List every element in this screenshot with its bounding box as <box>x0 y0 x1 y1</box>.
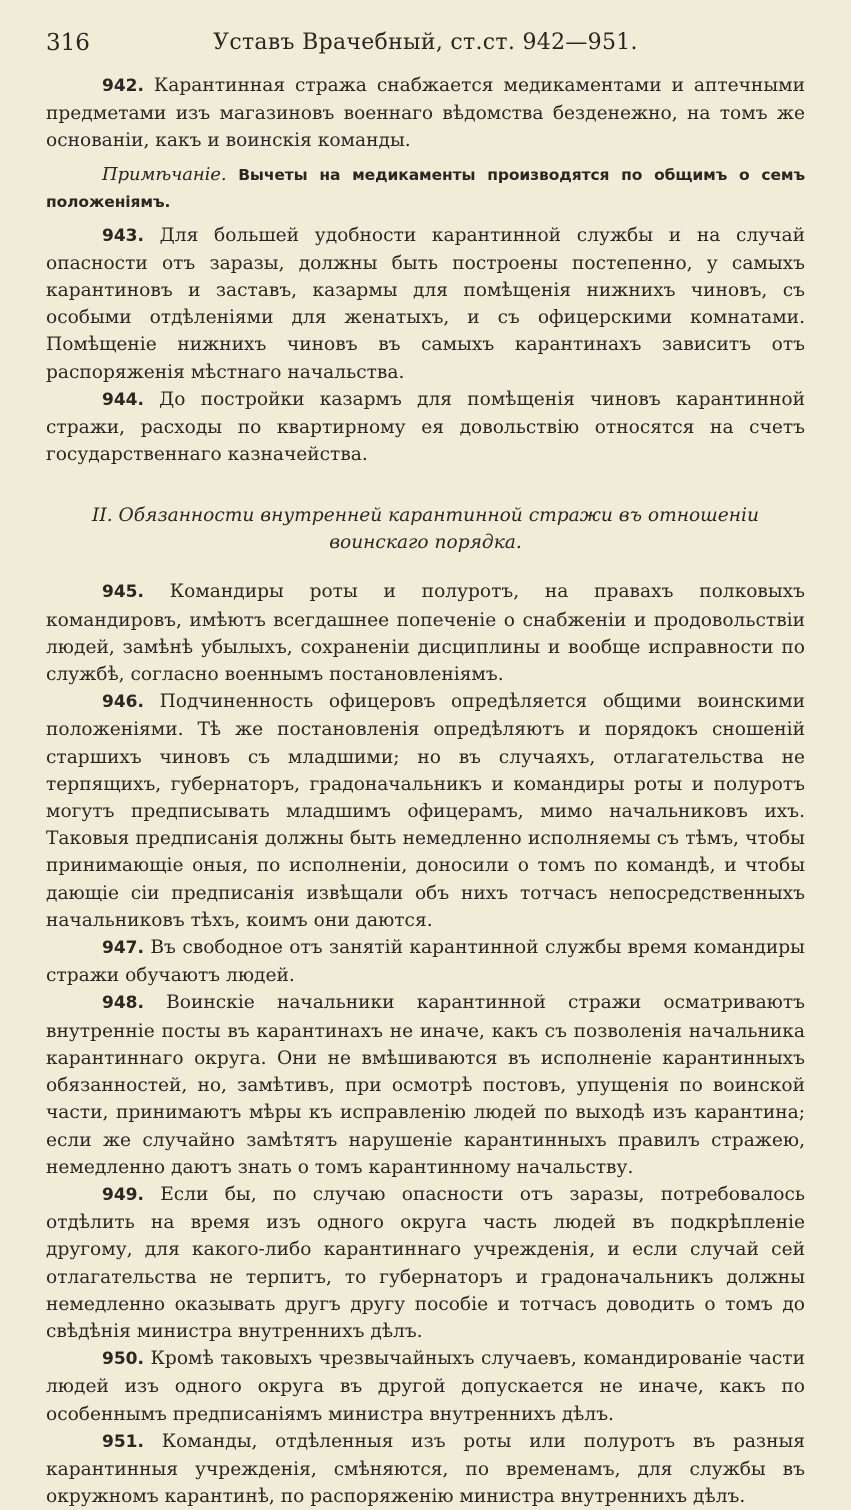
note-label: Примѣчаніе. <box>102 163 227 185</box>
article-946 <box>46 688 805 934</box>
page-header <box>46 22 805 72</box>
article-text: Подчиненность офицеровъ опредѣляется общими воинскими положеніями. Тѣ же постановленія опредѣляютъ и порядокъ сношеній старшихъ чиновъ съ младшими; но въ случаяхъ, отлагательства не терпящихъ, губернаторъ, градоначальникъ и командиры роты и полуротъ могутъ предписывать младшимъ офицерамъ, мимо начальниковъ ихъ. Таковыя предписанія должны быть немедленно исполняемы съ тѣмъ, чтобы принимающіе оныя, по исполненіи, доносили о томъ по командѣ, и чтобы дающіе сіи предписанія извѣщали объ нихъ тотчасъ непосредственныхъ начальниковъ тѣхъ, коимъ они даются. <box>46 691 805 931</box>
article-number: 944. <box>102 389 144 410</box>
article-number: 942. <box>102 76 144 96</box>
article-942 <box>46 72 805 155</box>
article-text: Командиры роты и полуротъ, на правахъ полковыхъ командировъ, имѣютъ всегдашнее попеченіе о снабженіи и продовольствіи людей, замѣнѣ убылыхъ, сохраненіи дисциплины и вообще исправности по службѣ, согласно военнымъ постановленіямъ. <box>46 581 805 686</box>
article-950 <box>46 1345 805 1428</box>
article-947 <box>46 934 805 989</box>
article-number: 949. <box>102 1184 144 1205</box>
article-text: Въ свободное отъ занятій карантинной службы время командиры стражи обучаютъ людей. <box>46 937 805 987</box>
article-944 <box>46 386 805 469</box>
note-text: Вычеты на медикаменты производятся по общимъ о семъ положеніямъ. <box>46 165 805 211</box>
article-949 <box>46 1181 805 1345</box>
running-title: Уставъ Врачебный, ст.ст. 942—951. <box>213 30 638 55</box>
article-text: Для большей удобности карантинной службы и на случай опасности отъ заразы, должны быть построены постепенно, у самыхъ карантиновъ и заставъ, казармы для помѣщенія нижнихъ чиновъ, съ особыми отдѣленіями для женатыхъ, и съ офицерскими комнатами. Помѣщеніе нижнихъ чиновъ въ самыхъ карантинахъ зависитъ отъ распоряженія мѣстнаго начальства. <box>46 224 805 383</box>
article-943 <box>46 222 805 386</box>
section-heading-line-1: II. Обязанности внутренней карантинной стражи въ отношеніи <box>92 505 759 527</box>
article-text: Воинскіе начальники карантинной стражи осматриваютъ внутренніе посты въ карантинахъ не иначе, какъ съ позволенія начальника карантиннаго округа. Они не вмѣшиваются въ исполненіе карантинныхъ обязанностей, но, замѣтивъ, при осмотрѣ постовъ, упущенія по воинской части, принимаютъ мѣры къ исправленію людей по выходѣ изъ карантина; если же случайно замѣтятъ нарушеніе карантинныхъ правилъ стражею, немедленно даютъ знать о томъ карантинному начальству. <box>46 992 805 1178</box>
article-number: 945. <box>102 582 144 603</box>
section-heading <box>76 502 775 556</box>
article-text: Кромѣ таковыхъ чрезвычайныхъ случаевъ, командированіе части людей изъ одного округа въ другой допускается не иначе, какъ по особеннымъ предписаніямъ министра внутреннихъ дѣлъ. <box>46 1348 805 1425</box>
article-text: Если бы, по случаю опасности отъ заразы, потребовалось отдѣлить на время изъ одного округа часть людей въ подкрѣпленіе другому, для какого-либо карантиннаго учрежденія, и если случай сей отлагательства не терпитъ, то губернаторъ и градоначальникъ должны немедленно оказывать другъ другу пособіе и тотчасъ доводить о томъ до свѣдѣнія министра внутреннихъ дѣлъ. <box>46 1183 805 1342</box>
article-number: 947. <box>102 938 144 959</box>
article-number: 946. <box>102 692 144 713</box>
section-heading-line-2: воинскаго порядка. <box>329 532 522 554</box>
article-number: 950. <box>102 1349 144 1370</box>
article-number: 943. <box>102 225 144 246</box>
article-text: До постройки казармъ для помѣщенія чиновъ карантинной стражи, расходы по квартирному ея довольствію относятся на счетъ государственнаго казначейства. <box>46 388 805 466</box>
article-number: 948. <box>102 993 144 1014</box>
article-951 <box>46 1428 805 1510</box>
article-text: Команды, отдѣленныя изъ роты или полуротъ въ разныя карантинныя учрежденія, смѣняются, по временамъ, для службы въ окружномъ карантинѣ, по распоряженію министра внутреннихъ дѣлъ. <box>46 1430 805 1508</box>
article-number: 951. <box>102 1431 144 1452</box>
article-945 <box>46 578 805 688</box>
note <box>46 161 805 216</box>
page-number: 316 <box>46 30 90 56</box>
article-text: Карантинная стража снабжается медикаментами и аптечными предметами изъ магазиновъ военнаго вѣдомства безденежно, на томъ же основаніи, какъ и воинскія команды. <box>46 75 805 152</box>
article-948 <box>46 989 805 1180</box>
